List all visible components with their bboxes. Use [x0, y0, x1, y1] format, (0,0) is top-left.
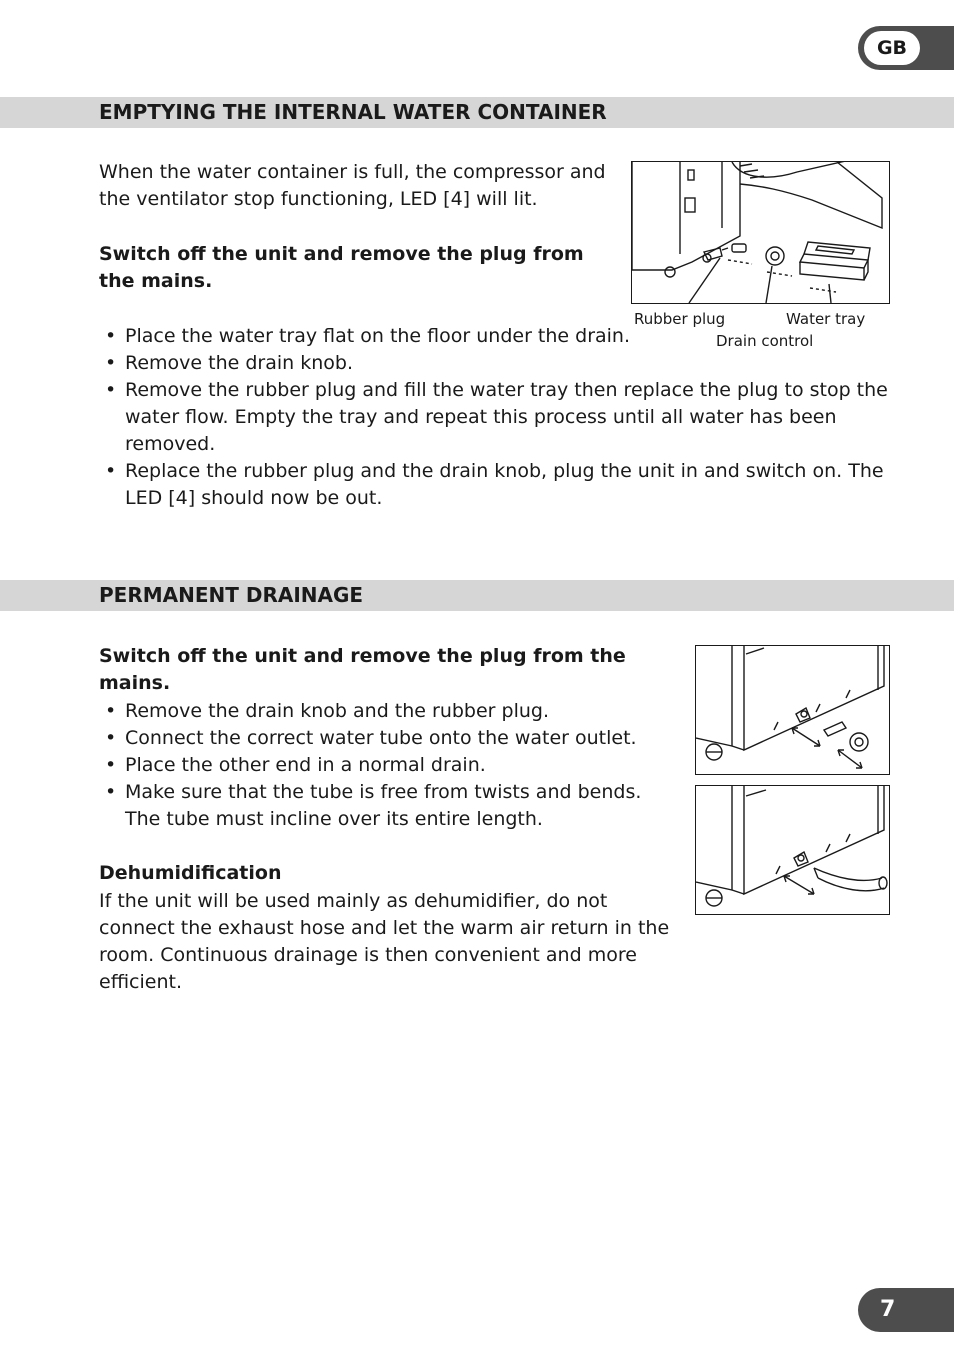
connect-tube-drawing: [696, 786, 889, 914]
unit-drain-drawing: [632, 162, 889, 303]
list-item: • Make sure that the tube is free from twists and bends. The tube must incline over its entire length.: [99, 779, 644, 833]
list-item: • Connect the correct water tube onto the water outlet.: [99, 725, 644, 752]
list-item: • Remove the rubber plug and fill the water tray then replace the plug to stop the water flow. Empty the tray and repeat this process until all water has been removed.: [99, 377, 889, 458]
dehumidification-title: Dehumidification: [99, 862, 282, 884]
language-tab: [858, 26, 954, 70]
page-number: 7: [880, 1297, 896, 1322]
section-title: PERMANENT DRAINAGE: [99, 583, 364, 607]
intro-paragraph: When the water container is full, the compressor and the ventilator stop functioning, LED [4] will lit.: [99, 161, 606, 210]
list-item: • Remove the drain knob and the rubber plug.: [99, 698, 644, 725]
language-label: GB: [864, 31, 920, 65]
section-header-permanent-drainage: [0, 580, 954, 611]
drainage-steps: [99, 698, 644, 833]
remove-knob-illustration: [695, 645, 890, 775]
drain-tray-illustration: [631, 161, 890, 304]
list-item: • Place the other end in a normal drain.: [99, 752, 644, 779]
page-number-tab: [858, 1288, 954, 1332]
caption-rubber-plug: Rubber plug: [634, 310, 726, 328]
list-item: • Remove the drain knob.: [99, 350, 889, 377]
section-header-emptying: [0, 97, 954, 128]
safety-warning: Switch off the unit and remove the plug from the mains.: [99, 645, 626, 694]
list-item: • Replace the rubber plug and the drain knob, plug the unit in and switch on. The LED [4] should now be out.: [99, 458, 889, 512]
remove-knob-drawing: [696, 646, 889, 774]
dehumidification-text: If the unit will be used mainly as dehumidifier, do not connect the exhaust hose and let the warm air return in the room. Continuous drainage is then convenient and more efficient.: [99, 890, 670, 993]
emptying-steps: [99, 323, 889, 512]
connect-tube-illustration: [695, 785, 890, 915]
section-title: EMPTYING THE INTERNAL WATER CONTAINER: [99, 100, 607, 124]
list-item: • Place the water tray flat on the floor under the drain.: [99, 323, 889, 350]
safety-warning: Switch off the unit and remove the plug from the mains.: [99, 243, 584, 292]
caption-drain-control: Drain control: [716, 332, 814, 350]
caption-water-tray: Water tray: [786, 310, 866, 328]
